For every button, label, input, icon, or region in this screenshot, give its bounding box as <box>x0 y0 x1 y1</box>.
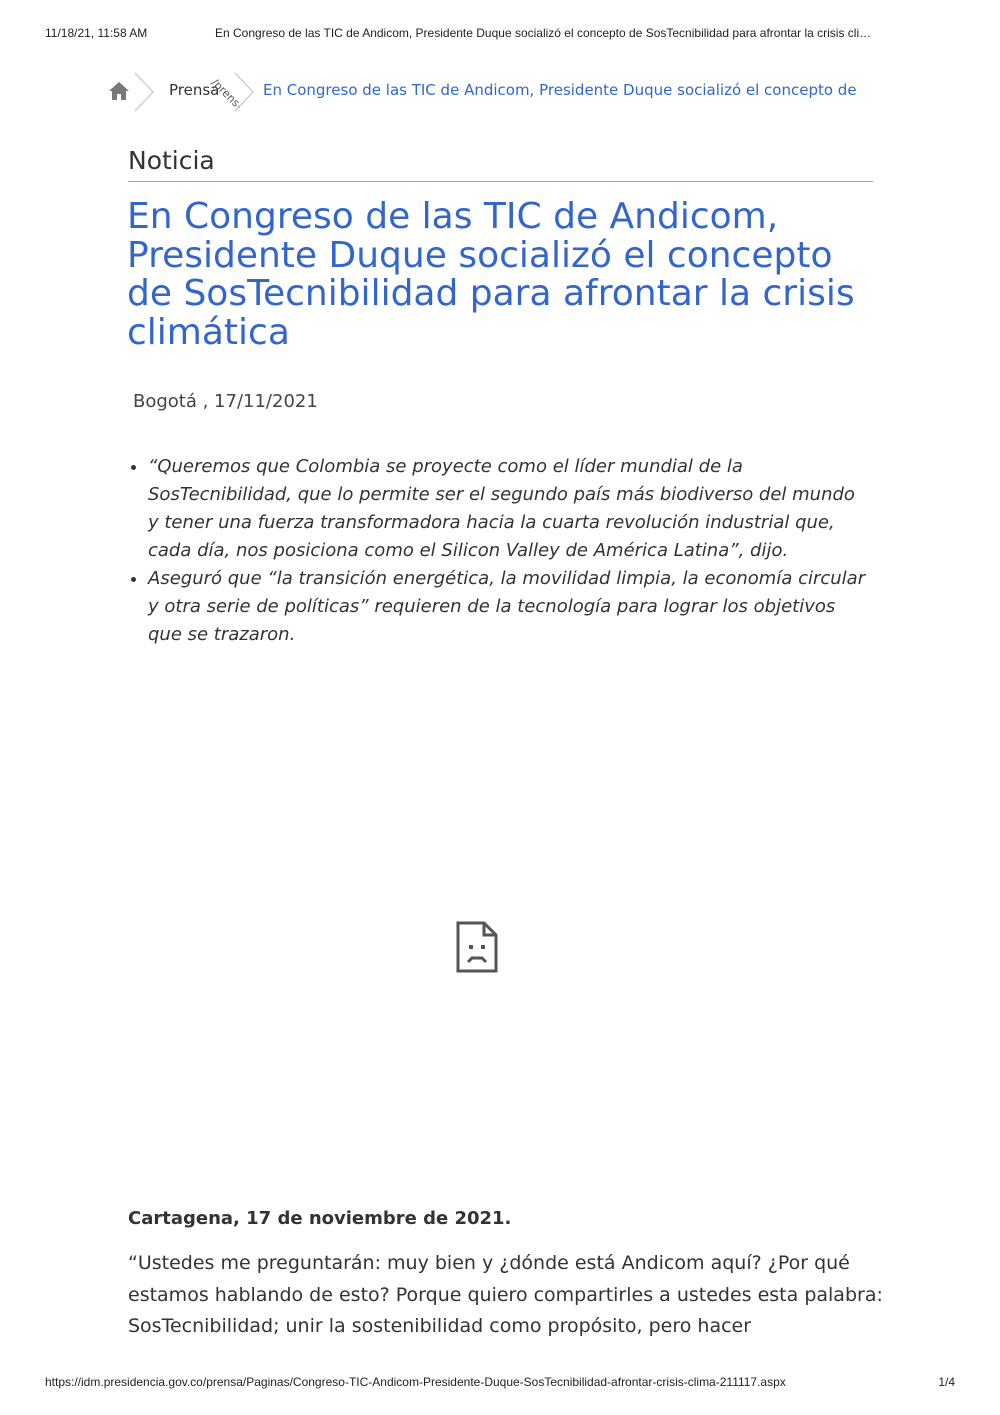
breadcrumb-item-current[interactable]: En Congreso de las TIC de Andicom, Presidente Duque socializó el concepto de <box>263 81 857 99</box>
print-timestamp: 11/18/21, 11:58 AM <box>45 26 148 40</box>
summary-item: • Aseguró que “la transición energética, la movilidad limpia, la economía circular y otra serie de políticas” requieren de la tecnología para lograr los objetivos que se trazaron. <box>148 565 868 649</box>
breadcrumb-separator-icon <box>232 72 256 112</box>
print-page-number: 1/4 <box>938 1375 955 1389</box>
breadcrumb <box>108 72 908 112</box>
section-divider <box>128 181 873 182</box>
print-header <box>0 26 1000 42</box>
print-page-title: En Congreso de las TIC de Andicom, Presidente Duque socializó el concepto de SosTecnibilidad para afrontar la crisis cli… <box>215 26 872 40</box>
home-icon[interactable] <box>108 80 130 102</box>
article-paragraph: “Ustedes me preguntarán: muy bien y ¿dónde está Andicom aquí? ¿Por qué estamos hablando de esto? Porque quiero compartirles a ustedes esta palabra: SosTecnibilidad; unir la sostenibilidad como propósito, pero hacer <box>128 1252 883 1337</box>
breadcrumb-item-prensa[interactable]: Prensa <box>169 81 220 99</box>
summary-list <box>128 453 868 649</box>
print-url: https://idm.presidencia.gov.co/prensa/Paginas/Congreso-TIC-Andicom-Presidente-Duque-SosTecnibilidad-afrontar-crisis-clima-211117.aspx <box>45 1375 786 1389</box>
article-title: En Congreso de las TIC de Andicom, Presidente Duque socializó el concepto de SosTecnibilidad para afrontar la crisis climática <box>127 196 855 353</box>
broken-image-icon <box>455 920 499 974</box>
breadcrumb-separator-icon <box>132 72 156 112</box>
summary-item: • “Queremos que Colombia se proyecte como el líder mundial de la SosTecnibilidad, que lo permite ser el segundo país más biodiverso del mundo y tener una fuerza transformadora hacia la cuarta revolución industrial que, cada día, nos posiciona como el Silicon Valley de América Latina”, dijo. <box>148 453 868 565</box>
breadcrumb-path-fragment: /prens- <box>208 76 246 113</box>
section-label: Noticia <box>128 146 215 175</box>
article-lead: Cartagena, 17 de noviembre de 2021. <box>128 1208 512 1229</box>
print-footer <box>0 1375 1000 1391</box>
article-dateline: Bogotá , 17/11/2021 <box>133 391 318 412</box>
